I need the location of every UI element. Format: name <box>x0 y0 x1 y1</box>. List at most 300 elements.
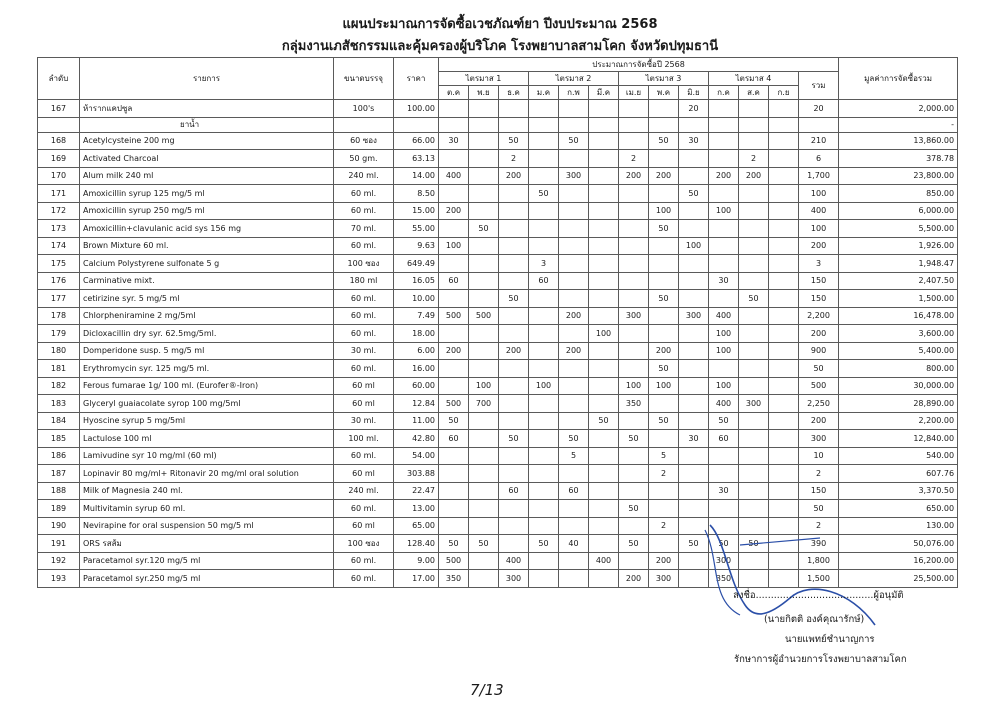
header-month: มิ.ย <box>679 86 709 100</box>
month-qty <box>499 220 529 238</box>
month-qty <box>589 500 619 518</box>
month-qty <box>739 132 769 150</box>
month-qty <box>469 482 499 500</box>
month-qty <box>739 255 769 273</box>
row-number: 179 <box>38 325 80 343</box>
row-number: 168 <box>38 132 80 150</box>
month-qty <box>499 325 529 343</box>
month-qty <box>529 360 559 378</box>
total-value: 5,500.00 <box>839 220 958 238</box>
month-qty <box>469 360 499 378</box>
month-qty <box>649 150 679 168</box>
pack-size: 100 ml. <box>334 430 394 448</box>
section-no <box>38 117 80 132</box>
unit-price: 66.00 <box>394 132 439 150</box>
month-qty <box>709 150 739 168</box>
month-qty: 400 <box>709 395 739 413</box>
header-month: ส.ค <box>739 86 769 100</box>
month-qty <box>469 430 499 448</box>
month-qty: 200 <box>649 342 679 360</box>
month-qty <box>469 570 499 588</box>
month-qty <box>739 430 769 448</box>
row-number: 174 <box>38 237 80 255</box>
total-qty: 150 <box>799 290 839 308</box>
month-qty: 50 <box>559 430 589 448</box>
total-qty: 390 <box>799 535 839 553</box>
table-row <box>38 237 958 255</box>
month-qty: 60 <box>439 272 469 290</box>
month-qty <box>589 535 619 553</box>
item-name: Lamivudine syr 10 mg/ml (60 ml) <box>80 447 334 465</box>
unit-price: 303.88 <box>394 465 439 483</box>
month-qty: 2 <box>499 150 529 168</box>
month-qty <box>769 342 799 360</box>
table-row <box>38 342 958 360</box>
month-qty <box>469 132 499 150</box>
total-qty: 200 <box>799 237 839 255</box>
section-empty <box>649 117 679 132</box>
month-qty <box>529 100 559 118</box>
month-qty <box>619 185 649 203</box>
month-qty <box>769 395 799 413</box>
header-month: ธ.ค <box>499 86 529 100</box>
month-qty <box>769 220 799 238</box>
month-qty <box>469 255 499 273</box>
total-value: 16,200.00 <box>839 552 958 570</box>
total-qty: 50 <box>799 360 839 378</box>
month-qty: 100 <box>589 325 619 343</box>
month-qty <box>469 290 499 308</box>
month-qty <box>499 447 529 465</box>
table-row <box>38 272 958 290</box>
total-value: 5,400.00 <box>839 342 958 360</box>
month-qty: 60 <box>529 272 559 290</box>
total-qty: 150 <box>799 272 839 290</box>
row-number: 189 <box>38 500 80 518</box>
pack-size: 70 ml. <box>334 220 394 238</box>
month-qty <box>469 517 499 535</box>
pack-size: 60 ml. <box>334 185 394 203</box>
month-qty <box>469 325 499 343</box>
item-name: Carminative mixt. <box>80 272 334 290</box>
month-qty: 50 <box>649 412 679 430</box>
month-qty: 100 <box>709 202 739 220</box>
row-number: 177 <box>38 290 80 308</box>
section-empty <box>619 117 649 132</box>
month-qty <box>769 325 799 343</box>
signature-line: ลงชื่อ.......................................ผู้อนุมัติ <box>733 590 904 601</box>
header-value: มูลค่าการจัดซื้อรวม <box>839 58 958 100</box>
month-qty <box>709 447 739 465</box>
month-qty <box>589 150 619 168</box>
month-qty <box>679 412 709 430</box>
month-qty: 200 <box>709 167 739 185</box>
month-qty <box>739 272 769 290</box>
document-subtitle: กลุ่มงานเภสัชกรรมและคุ้มครองผู้บริโภค โรงพยาบาลสามโคก จังหวัดปทุมธานี <box>281 39 719 54</box>
month-qty <box>619 517 649 535</box>
pack-size: 180 ml <box>334 272 394 290</box>
unit-price: 42.80 <box>394 430 439 448</box>
unit-price: 10.00 <box>394 290 439 308</box>
month-qty <box>559 500 589 518</box>
month-qty: 100 <box>469 377 499 395</box>
month-qty <box>769 430 799 448</box>
month-qty <box>589 255 619 273</box>
month-qty <box>589 220 619 238</box>
month-qty <box>559 100 589 118</box>
table-header <box>38 58 958 100</box>
month-qty <box>619 132 649 150</box>
header-month: พ.ค <box>649 86 679 100</box>
month-qty <box>619 290 649 308</box>
month-qty: 200 <box>499 342 529 360</box>
row-number: 180 <box>38 342 80 360</box>
month-qty <box>559 150 589 168</box>
month-qty: 50 <box>439 535 469 553</box>
month-qty <box>679 202 709 220</box>
month-qty <box>739 220 769 238</box>
month-qty <box>769 482 799 500</box>
month-qty <box>469 202 499 220</box>
table-row <box>38 465 958 483</box>
month-qty <box>619 360 649 378</box>
month-qty <box>469 100 499 118</box>
month-qty <box>649 535 679 553</box>
item-name: Amoxicillin syrup 125 mg/5 ml <box>80 185 334 203</box>
month-qty <box>439 100 469 118</box>
month-qty: 400 <box>709 307 739 325</box>
month-qty <box>619 100 649 118</box>
month-qty <box>619 202 649 220</box>
month-qty <box>679 220 709 238</box>
table-row <box>38 430 958 448</box>
month-qty <box>589 395 619 413</box>
month-qty <box>529 307 559 325</box>
row-number: 188 <box>38 482 80 500</box>
total-qty: 100 <box>799 220 839 238</box>
header-month: มี.ค <box>589 86 619 100</box>
header-pack: ขนาดบรรจุ <box>334 58 394 100</box>
month-qty <box>559 237 589 255</box>
month-qty: 20 <box>679 100 709 118</box>
table-row <box>38 290 958 308</box>
row-number: 191 <box>38 535 80 553</box>
month-qty <box>619 272 649 290</box>
month-qty <box>769 132 799 150</box>
month-qty: 60 <box>709 430 739 448</box>
month-qty <box>499 100 529 118</box>
table-row <box>38 500 958 518</box>
unit-price: 9.63 <box>394 237 439 255</box>
month-qty <box>559 517 589 535</box>
month-qty <box>739 202 769 220</box>
pack-size: 60 ml. <box>334 500 394 518</box>
month-qty <box>499 255 529 273</box>
month-qty <box>589 430 619 448</box>
row-number: 184 <box>38 412 80 430</box>
month-qty <box>529 465 559 483</box>
total-value: 540.00 <box>839 447 958 465</box>
total-value: 130.00 <box>839 517 958 535</box>
month-qty <box>769 500 799 518</box>
month-qty: 50 <box>559 132 589 150</box>
pack-size: 30 ml. <box>334 412 394 430</box>
month-qty: 100 <box>439 237 469 255</box>
month-qty: 500 <box>469 307 499 325</box>
total-value: 378.78 <box>839 150 958 168</box>
total-qty: 210 <box>799 132 839 150</box>
month-qty <box>679 465 709 483</box>
table-row <box>38 307 958 325</box>
item-name: Paracetamol syr.120 mg/5 ml <box>80 552 334 570</box>
month-qty: 50 <box>709 412 739 430</box>
month-qty: 5 <box>559 447 589 465</box>
month-qty: 50 <box>529 535 559 553</box>
month-qty <box>559 290 589 308</box>
unit-price: 22.47 <box>394 482 439 500</box>
pack-size: 60 ml. <box>334 307 394 325</box>
pack-size: 60 ml <box>334 465 394 483</box>
month-qty: 2 <box>649 517 679 535</box>
table-row <box>38 100 958 118</box>
total-qty: 3 <box>799 255 839 273</box>
month-qty <box>739 447 769 465</box>
month-qty: 200 <box>439 202 469 220</box>
month-qty: 700 <box>469 395 499 413</box>
section-empty <box>799 117 839 132</box>
month-qty: 100 <box>649 377 679 395</box>
month-qty <box>769 290 799 308</box>
pack-size: 60 ml. <box>334 325 394 343</box>
month-qty <box>619 447 649 465</box>
month-qty: 500 <box>439 552 469 570</box>
month-qty: 5 <box>649 447 679 465</box>
month-qty: 50 <box>499 290 529 308</box>
month-qty <box>529 412 559 430</box>
month-qty <box>709 465 739 483</box>
month-qty <box>529 325 559 343</box>
total-value: 650.00 <box>839 500 958 518</box>
table-row <box>38 482 958 500</box>
month-qty <box>469 185 499 203</box>
section-empty <box>679 117 709 132</box>
month-qty <box>439 325 469 343</box>
month-qty <box>769 272 799 290</box>
unit-price: 13.00 <box>394 500 439 518</box>
month-qty: 60 <box>559 482 589 500</box>
total-qty: 900 <box>799 342 839 360</box>
month-qty <box>769 202 799 220</box>
month-qty <box>469 412 499 430</box>
total-value: 850.00 <box>839 185 958 203</box>
month-qty <box>769 377 799 395</box>
item-name: Dicloxacillin dry syr. 62.5mg/5ml. <box>80 325 334 343</box>
signatory-role: รักษาการผู้อำนวยการโรงพยาบาลสามโคก <box>734 654 907 665</box>
month-qty <box>559 360 589 378</box>
month-qty <box>589 185 619 203</box>
month-qty <box>679 395 709 413</box>
total-value: 6,000.00 <box>839 202 958 220</box>
month-qty <box>679 500 709 518</box>
month-qty: 300 <box>499 570 529 588</box>
month-qty <box>589 167 619 185</box>
month-qty <box>499 465 529 483</box>
month-qty <box>559 202 589 220</box>
month-qty: 100 <box>679 237 709 255</box>
month-qty <box>709 185 739 203</box>
total-qty: 2,250 <box>799 395 839 413</box>
month-qty <box>619 465 649 483</box>
month-qty <box>649 500 679 518</box>
section-empty <box>334 117 394 132</box>
month-qty: 100 <box>529 377 559 395</box>
month-qty <box>439 185 469 203</box>
section-empty <box>769 117 799 132</box>
total-value: 12,840.00 <box>839 430 958 448</box>
month-qty: 50 <box>649 290 679 308</box>
month-qty: 200 <box>499 167 529 185</box>
month-qty <box>739 325 769 343</box>
section-empty <box>589 117 619 132</box>
month-qty: 300 <box>649 570 679 588</box>
pack-size: 60 ซอง <box>334 132 394 150</box>
month-qty <box>769 412 799 430</box>
total-value: 16,478.00 <box>839 307 958 325</box>
month-qty <box>439 290 469 308</box>
month-qty <box>769 100 799 118</box>
row-number: 176 <box>38 272 80 290</box>
month-qty: 200 <box>619 167 649 185</box>
month-qty <box>529 500 559 518</box>
header-month: ม.ค <box>529 86 559 100</box>
total-value: 1,926.00 <box>839 237 958 255</box>
month-qty <box>739 500 769 518</box>
unit-price: 9.00 <box>394 552 439 570</box>
table-row <box>38 185 958 203</box>
month-qty <box>529 447 559 465</box>
table-row <box>38 255 958 273</box>
total-value: 2,000.00 <box>839 100 958 118</box>
item-name: ORS รสส้ม <box>80 535 334 553</box>
total-qty: 2,200 <box>799 307 839 325</box>
month-qty <box>439 220 469 238</box>
header-price: ราคา <box>394 58 439 100</box>
total-value: 2,200.00 <box>839 412 958 430</box>
month-qty: 350 <box>439 570 469 588</box>
unit-price: 15.00 <box>394 202 439 220</box>
signatory-position: นายแพทย์ชำนาญการ <box>785 634 875 645</box>
month-qty <box>589 377 619 395</box>
month-qty <box>709 500 739 518</box>
month-qty: 400 <box>499 552 529 570</box>
total-value: 13,860.00 <box>839 132 958 150</box>
procurement-table <box>37 57 958 588</box>
total-qty: 2 <box>799 517 839 535</box>
header-month: ก.ค <box>709 86 739 100</box>
item-name: cetirizine syr. 5 mg/5 ml <box>80 290 334 308</box>
unit-price: 63.13 <box>394 150 439 168</box>
total-value: 1,948.47 <box>839 255 958 273</box>
total-qty: 500 <box>799 377 839 395</box>
item-name: ห้ารากแคปซูล <box>80 100 334 118</box>
month-qty <box>679 360 709 378</box>
month-qty <box>769 185 799 203</box>
month-qty: 50 <box>679 185 709 203</box>
month-qty: 50 <box>679 535 709 553</box>
total-qty: 200 <box>799 412 839 430</box>
month-qty: 200 <box>649 167 679 185</box>
month-qty: 50 <box>739 535 769 553</box>
month-qty <box>619 255 649 273</box>
month-qty <box>739 482 769 500</box>
table-row <box>38 447 958 465</box>
month-qty <box>469 272 499 290</box>
unit-price: 128.40 <box>394 535 439 553</box>
month-qty <box>469 150 499 168</box>
row-number: 167 <box>38 100 80 118</box>
month-qty <box>499 202 529 220</box>
month-qty <box>529 430 559 448</box>
month-qty <box>619 220 649 238</box>
row-number: 170 <box>38 167 80 185</box>
month-qty <box>529 132 559 150</box>
pack-size: 100's <box>334 100 394 118</box>
month-qty <box>589 360 619 378</box>
month-qty <box>439 377 469 395</box>
header-plan: ประมาณการจัดซื้อปี 2568 <box>439 58 839 72</box>
pack-size: 30 ml. <box>334 342 394 360</box>
item-name: Chlorpheniramine 2 mg/5ml <box>80 307 334 325</box>
month-qty <box>739 237 769 255</box>
row-number: 182 <box>38 377 80 395</box>
month-qty <box>469 342 499 360</box>
month-qty <box>709 220 739 238</box>
month-qty: 2 <box>739 150 769 168</box>
pack-size: 60 ml. <box>334 237 394 255</box>
row-number: 181 <box>38 360 80 378</box>
month-qty <box>679 377 709 395</box>
month-qty <box>589 132 619 150</box>
row-number: 185 <box>38 430 80 448</box>
month-qty <box>619 482 649 500</box>
month-qty: 50 <box>499 430 529 448</box>
month-qty <box>589 465 619 483</box>
header-month: ต.ค <box>439 86 469 100</box>
pack-size: 60 ml. <box>334 552 394 570</box>
month-qty <box>439 517 469 535</box>
month-qty: 500 <box>439 395 469 413</box>
section-row <box>38 117 958 132</box>
header-month: ก.พ <box>559 86 589 100</box>
month-qty: 100 <box>619 377 649 395</box>
header-month: ก.ย <box>769 86 799 100</box>
total-value: 30,000.00 <box>839 377 958 395</box>
row-number: 186 <box>38 447 80 465</box>
item-name: Lactulose 100 ml <box>80 430 334 448</box>
item-name: Paracetamol syr.250 mg/5 ml <box>80 570 334 588</box>
header-no: ลำดับ <box>38 58 80 100</box>
month-qty <box>559 395 589 413</box>
row-number: 190 <box>38 517 80 535</box>
header-quarter-2: ไตรมาส 2 <box>529 72 619 86</box>
month-qty: 50 <box>469 220 499 238</box>
month-qty <box>649 100 679 118</box>
total-value: 800.00 <box>839 360 958 378</box>
month-qty <box>469 500 499 518</box>
item-name: Glyceryl guaiacolate syrop 100 mg/5ml <box>80 395 334 413</box>
month-qty: 30 <box>439 132 469 150</box>
pack-size: 60 ml. <box>334 202 394 220</box>
